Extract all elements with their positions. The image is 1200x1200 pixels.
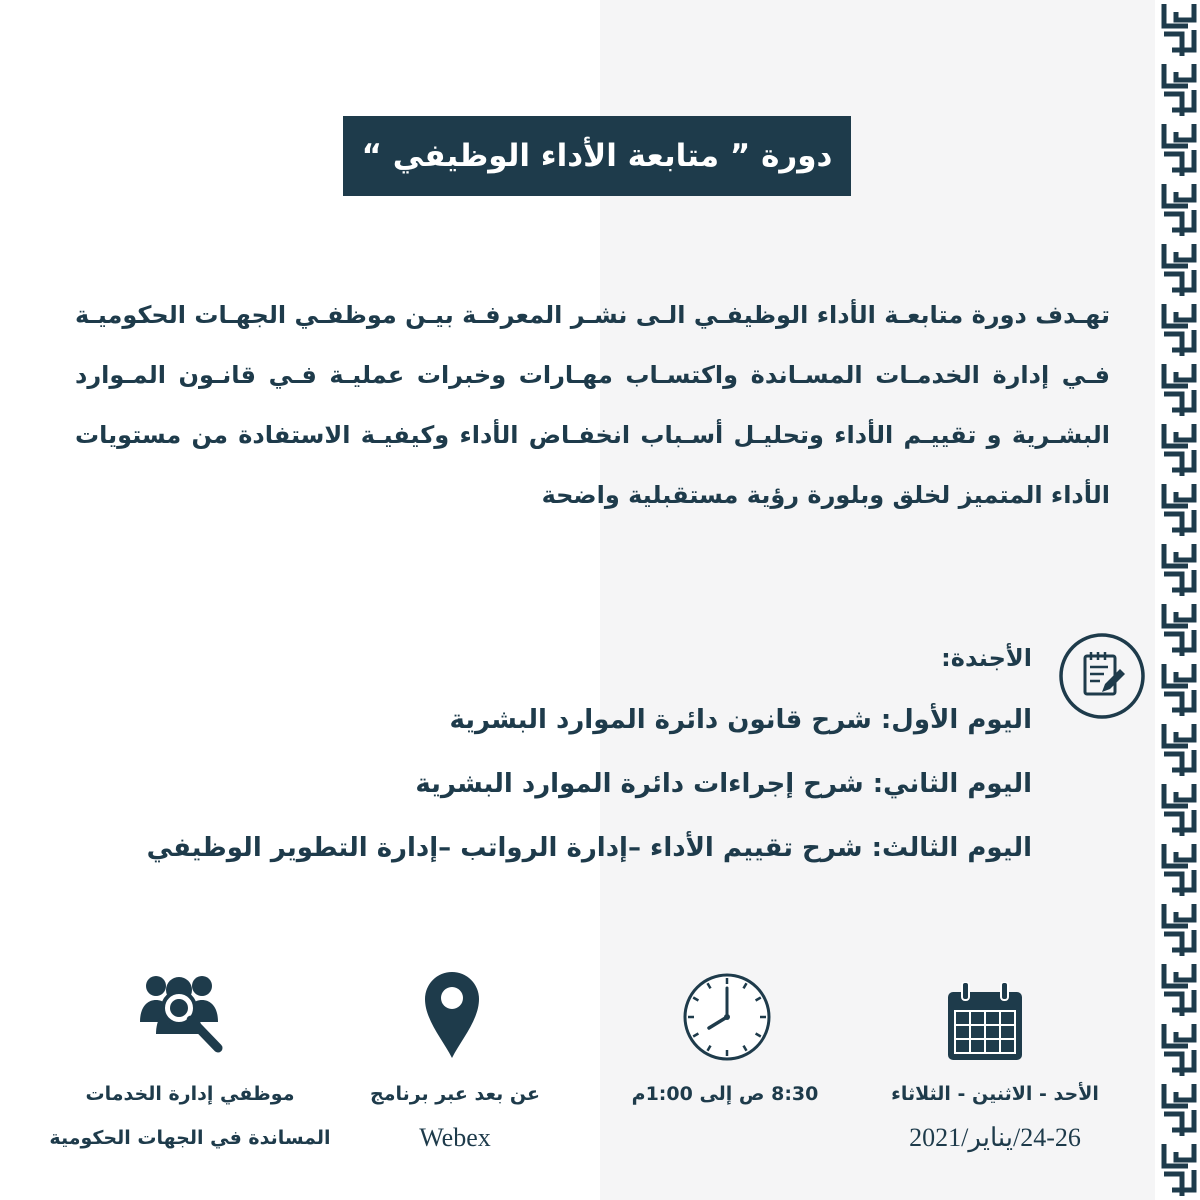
audience-line-2: المساندة في الجهات الحكومية xyxy=(49,1127,331,1149)
location-platform: Webex xyxy=(419,1123,491,1152)
course-description: تهـدف دورة متابعـة الأداء الوظيفـي الـى نشـر المعرفـة بيـن موظفـي الجهـات الحكوميـة فـي إدارة الخدمـات المسـاندة واكتسـاب مهـارات وخبرات عمليـة فـي قانـون المـوارد البشـرية و تقييـم الأداء وتحليـل أسـباب انخفـاض الأداء وكيفيـة الاستفادة من مستويات الأداء المتميز لخلق وبلورة رؤية مستقبلية واضحة xyxy=(75,301,1110,509)
agenda-section xyxy=(132,636,1032,880)
location-text: عن بعد عبر برنامج xyxy=(370,1083,540,1105)
clock-icon xyxy=(682,972,772,1062)
agenda-heading: الأجندة: xyxy=(941,644,1032,672)
audience-info xyxy=(30,1072,350,1160)
notepad-pen-icon xyxy=(1058,632,1146,720)
agenda-day-1: اليوم الأول: شرح قانون دائرة الموارد البشرية xyxy=(449,705,1032,735)
people-search-icon xyxy=(138,970,230,1056)
location-info xyxy=(330,1072,580,1160)
agenda-day-3: اليوم الثالث: شرح تقييم الأداء –إدارة الرواتب –إدارة التطوير الوظيفي xyxy=(146,833,1032,863)
date-days: الأحد - الاثنين - الثلاثاء xyxy=(891,1083,1099,1105)
date-info xyxy=(870,1072,1120,1160)
course-title: دورة ” متابعة الأداء الوظيفي “ xyxy=(343,116,851,196)
time-range: 8:30 ص إلى 1:00م xyxy=(631,1083,819,1105)
agenda-day-2: اليوم الثاني: شرح إجراءات دائرة الموارد البشرية xyxy=(415,769,1032,799)
location-pin-icon xyxy=(423,970,481,1060)
date-range: 24-26/يناير/2021 xyxy=(909,1123,1081,1152)
time-info xyxy=(600,1072,850,1116)
calendar-icon xyxy=(946,982,1024,1062)
audience-line-1: موظفي إدارة الخدمات xyxy=(85,1083,295,1105)
decorative-border-pattern xyxy=(1158,0,1200,1200)
